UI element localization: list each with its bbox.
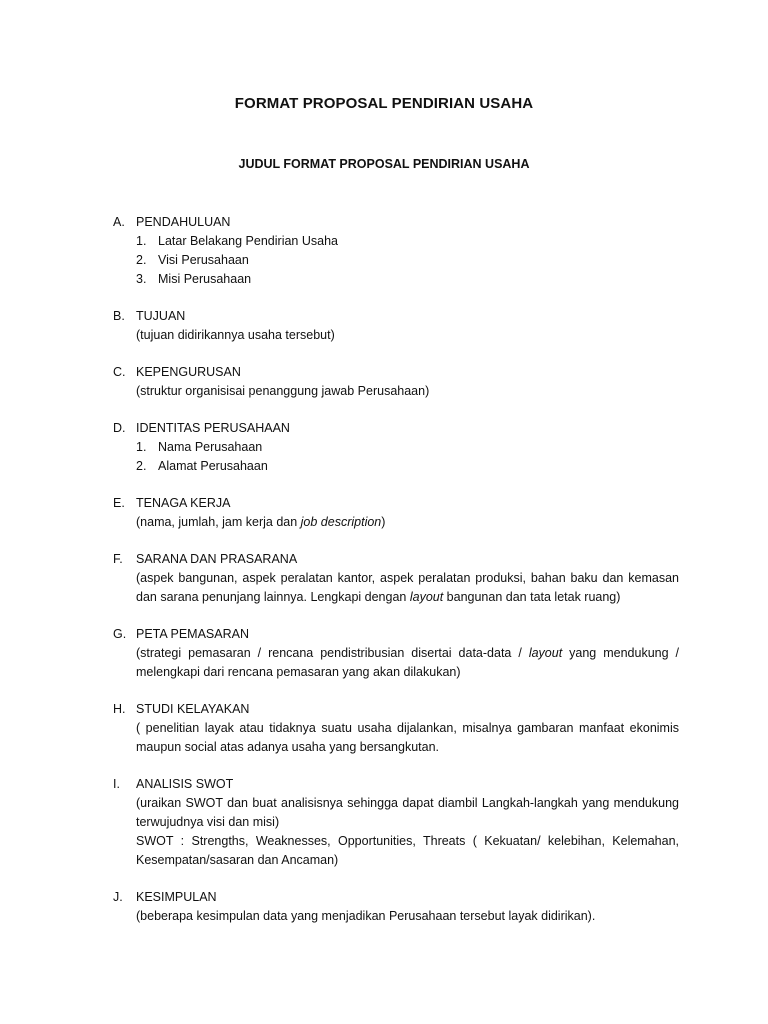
section-letter: A. <box>113 215 125 229</box>
note-text: (aspek bangunan, aspek peralatan kantor, aspek peralatan produksi, bahan baku dan kemasan dan sarana penunjang lainnya. Lengkapi dengan <box>136 571 679 604</box>
section-i <box>113 775 679 870</box>
list-item <box>136 270 679 289</box>
section-j <box>113 888 679 926</box>
section-heading: TENAGA KERJA <box>136 496 231 510</box>
section-e <box>113 494 679 532</box>
section-a <box>113 213 679 289</box>
section-heading: KEPENGURUSAN <box>136 365 241 379</box>
list-item-number: 1. <box>136 440 147 454</box>
document-title: FORMAT PROPOSAL PENDIRIAN USAHA <box>234 95 534 112</box>
list-item <box>136 457 679 476</box>
section-note <box>136 644 679 682</box>
list-item-text: Nama Perusahaan <box>158 440 263 454</box>
section-letter: B. <box>113 309 125 323</box>
note-text: ) <box>381 515 386 529</box>
section-note: (struktur organisisai penanggung jawab Perusahaan) <box>136 384 430 398</box>
note-italic-text: layout <box>528 646 563 660</box>
note-italic-text: job description <box>300 515 382 529</box>
section-b <box>113 307 679 345</box>
section-note: (uraikan SWOT dan buat analisisnya sehingga dapat diambil Langkah-langkah yang mendukung terwujudnya visi dan misi) <box>136 796 679 829</box>
list-item <box>136 232 679 251</box>
section-letter: J. <box>113 890 123 904</box>
note-text: yang mendukung / melengkapi dari rencana pemasaran yang akan dilakukan) <box>136 646 679 679</box>
section-letter: D. <box>113 421 126 435</box>
section-heading: IDENTITAS PERUSAHAAN <box>136 421 290 435</box>
note-text: (nama, jumlah, jam kerja dan <box>136 515 301 529</box>
note-text: bangunan dan tata letak ruang) <box>443 590 621 604</box>
list-item-text: Misi Perusahaan <box>158 272 252 286</box>
section-note: (tujuan didirikannya usaha tersebut) <box>136 328 335 342</box>
section-d <box>113 419 679 476</box>
list-item-number: 1. <box>136 234 147 248</box>
list-item-number: 3. <box>136 272 147 286</box>
section-note-swot: SWOT : Strengths, Weaknesses, Opportunities, Threats ( Kekuatan/ kelebihan, Kelemahan, Kesempatan/sasaran dan Ancaman) <box>136 834 679 867</box>
section-note <box>136 569 679 607</box>
note-italic-text: layout <box>409 590 444 604</box>
section-list <box>113 213 679 944</box>
section-heading: ANALISIS SWOT <box>136 777 234 791</box>
section-heading: STUDI KELAYAKAN <box>136 702 250 716</box>
section-letter: C. <box>113 365 126 379</box>
section-letter: G. <box>113 627 127 641</box>
section-note: ( penelitian layak atau tidaknya suatu usaha dijalankan, misalnya gambaran manfaat ekonimis maupun social atas adanya usaha yang bersangkutan. <box>136 721 679 754</box>
note-text: (strategi pemasaran / rencana pendistribusian disertai data-data / <box>136 646 529 660</box>
section-heading: PETA PEMASARAN <box>136 627 249 641</box>
section-heading: TUJUAN <box>136 309 186 323</box>
section-h <box>113 700 679 757</box>
list-item-text: Alamat Perusahaan <box>158 459 268 473</box>
section-letter: H. <box>113 702 126 716</box>
section-f <box>113 550 679 607</box>
list-item <box>136 438 679 457</box>
list-item-number: 2. <box>136 459 147 473</box>
section-note: (beberapa kesimpulan data yang menjadikan Perusahaan tersebut layak didirikan). <box>136 909 596 923</box>
section-g <box>113 625 679 682</box>
list-item-text: Visi Perusahaan <box>158 253 249 267</box>
document-subtitle: JUDUL FORMAT PROPOSAL PENDIRIAN USAHA <box>238 157 530 171</box>
section-heading: PENDAHULUAN <box>136 215 231 229</box>
list-item-text: Latar Belakang Pendirian Usaha <box>158 234 338 248</box>
section-letter: I. <box>113 777 120 791</box>
list-item-number: 2. <box>136 253 147 267</box>
section-letter: F. <box>113 552 123 566</box>
section-note <box>136 513 679 532</box>
section-heading: KESIMPULAN <box>136 890 217 904</box>
list-item <box>136 251 679 270</box>
section-letter: E. <box>113 496 125 510</box>
section-heading: SARANA DAN PRASARANA <box>136 552 298 566</box>
section-c <box>113 363 679 401</box>
